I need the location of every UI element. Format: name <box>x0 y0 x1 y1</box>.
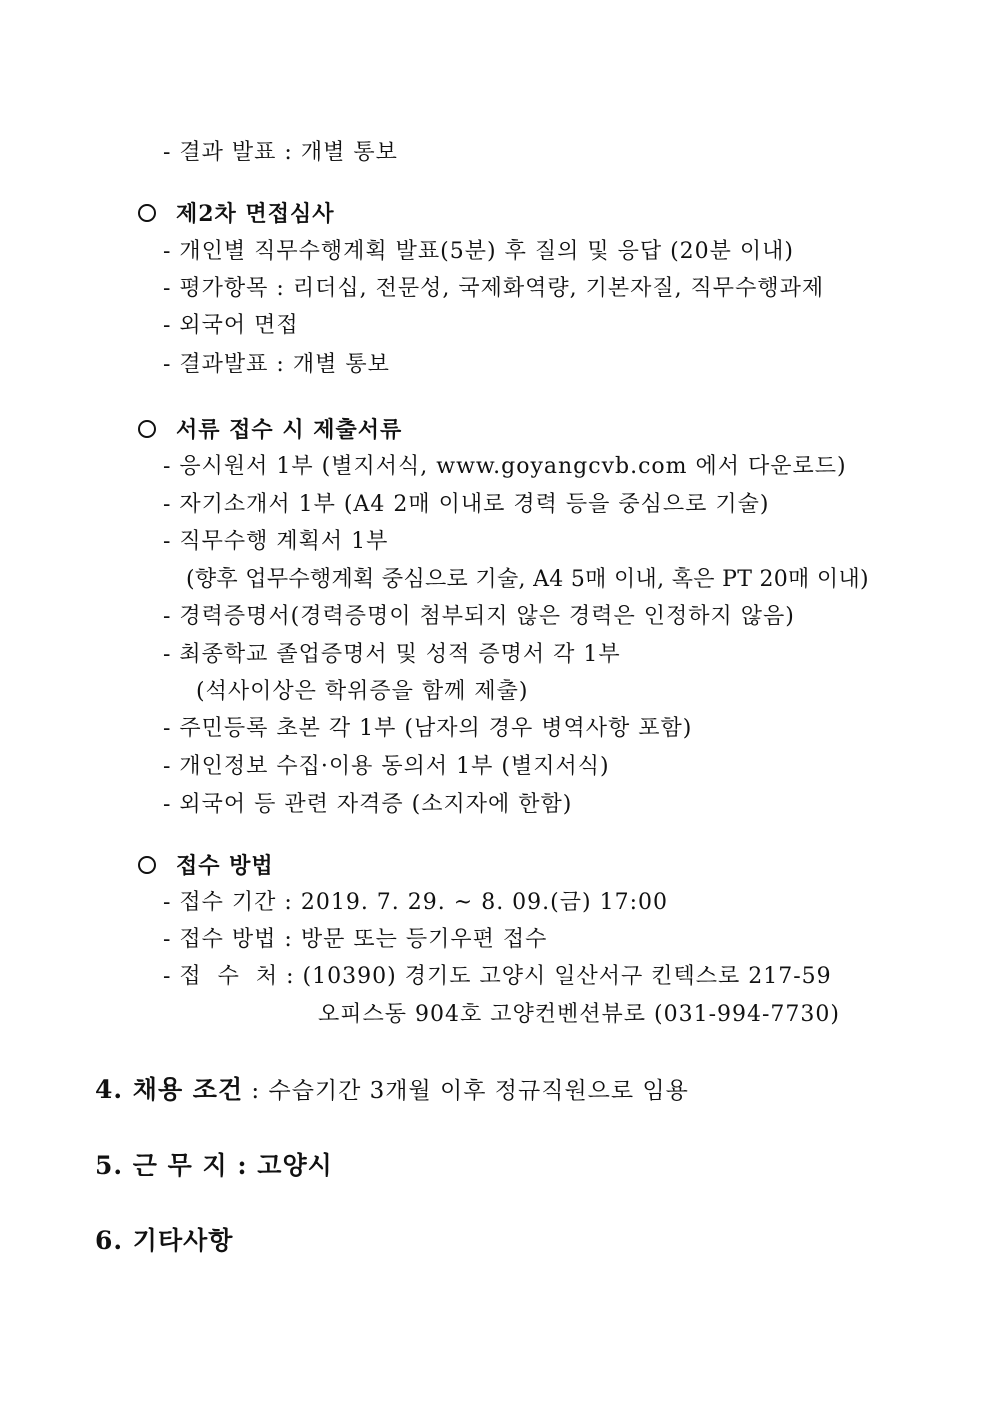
list-item: - 자기소개서 1부 (A4 2매 이내로 경력 등을 중심으로 기술) <box>163 492 770 517</box>
interview-title: 제2차 면접심사 <box>176 201 335 227</box>
section-5-label: 5. 근 무 지 : 고양시 <box>95 1151 333 1180</box>
list-item: - 결과발표 : 개별 통보 <box>163 352 390 377</box>
list-item: - 최종학교 졸업증명서 및 성적 증명서 각 1부 <box>163 642 621 667</box>
list-item: - 주민등록 초본 각 1부 (남자의 경우 병역사항 포함) <box>163 716 693 741</box>
list-item: - 접수 방법 : 방문 또는 등기우편 접수 <box>163 927 548 952</box>
list-item-note: (석사이상은 학위증을 함께 제출) <box>196 679 529 704</box>
section-4-label: 4. 채용 조건 <box>95 1075 244 1104</box>
result-announcement: - 결과 발표 : 개별 통보 <box>163 140 398 165</box>
list-item-note: (향후 업무수행계획 중심으로 기술, A4 5매 이내, 혹은 PT 20매 이내) <box>186 567 869 592</box>
list-item: - 개인정보 수집·이용 동의서 1부 (별지서식) <box>163 754 610 779</box>
method-heading <box>138 851 274 881</box>
list-item: - 평가항목 : 리더십, 전문성, 국제화역량, 기본자질, 직무수행과제 <box>163 276 825 301</box>
section-6 <box>95 1225 233 1257</box>
documents-heading <box>138 415 402 445</box>
section-5 <box>95 1150 333 1182</box>
section-4 <box>95 1074 689 1107</box>
circle-bullet-icon <box>138 420 156 438</box>
list-item: - 직무수행 계획서 1부 <box>163 529 389 554</box>
circle-bullet-icon <box>138 856 156 874</box>
circle-bullet-icon <box>138 204 156 222</box>
method-title: 접수 방법 <box>176 853 274 879</box>
interview-heading <box>138 199 334 229</box>
list-item: - 경력증명서(경력증명이 첨부되지 않은 경력은 인정하지 않음) <box>163 604 795 629</box>
list-item-continued: 오피스동 904호 고양컨벤션뷰로 (031-994-7730) <box>318 1002 840 1027</box>
list-item: - 응시원서 1부 (별지서식, www.goyangcvb.com 에서 다운로드) <box>163 454 847 479</box>
list-item: - 접 수 처 : (10390) 경기도 고양시 일산서구 킨텍스로 217-59 <box>163 964 832 989</box>
list-item: - 외국어 면접 <box>163 313 299 338</box>
list-item: - 개인별 직무수행계획 발표(5분) 후 질의 및 응답 (20분 이내) <box>163 239 794 264</box>
list-item: - 외국어 등 관련 자격증 (소지자에 한함) <box>163 792 573 817</box>
list-item: - 접수 기간 : 2019. 7. 29. ~ 8. 09.(금) 17:00 <box>163 890 668 915</box>
documents-title: 서류 접수 시 제출서류 <box>176 417 403 443</box>
section-4-text: : 수습기간 3개월 이후 정규직원으로 임용 <box>243 1078 689 1104</box>
section-6-label: 6. 기타사항 <box>95 1226 234 1255</box>
